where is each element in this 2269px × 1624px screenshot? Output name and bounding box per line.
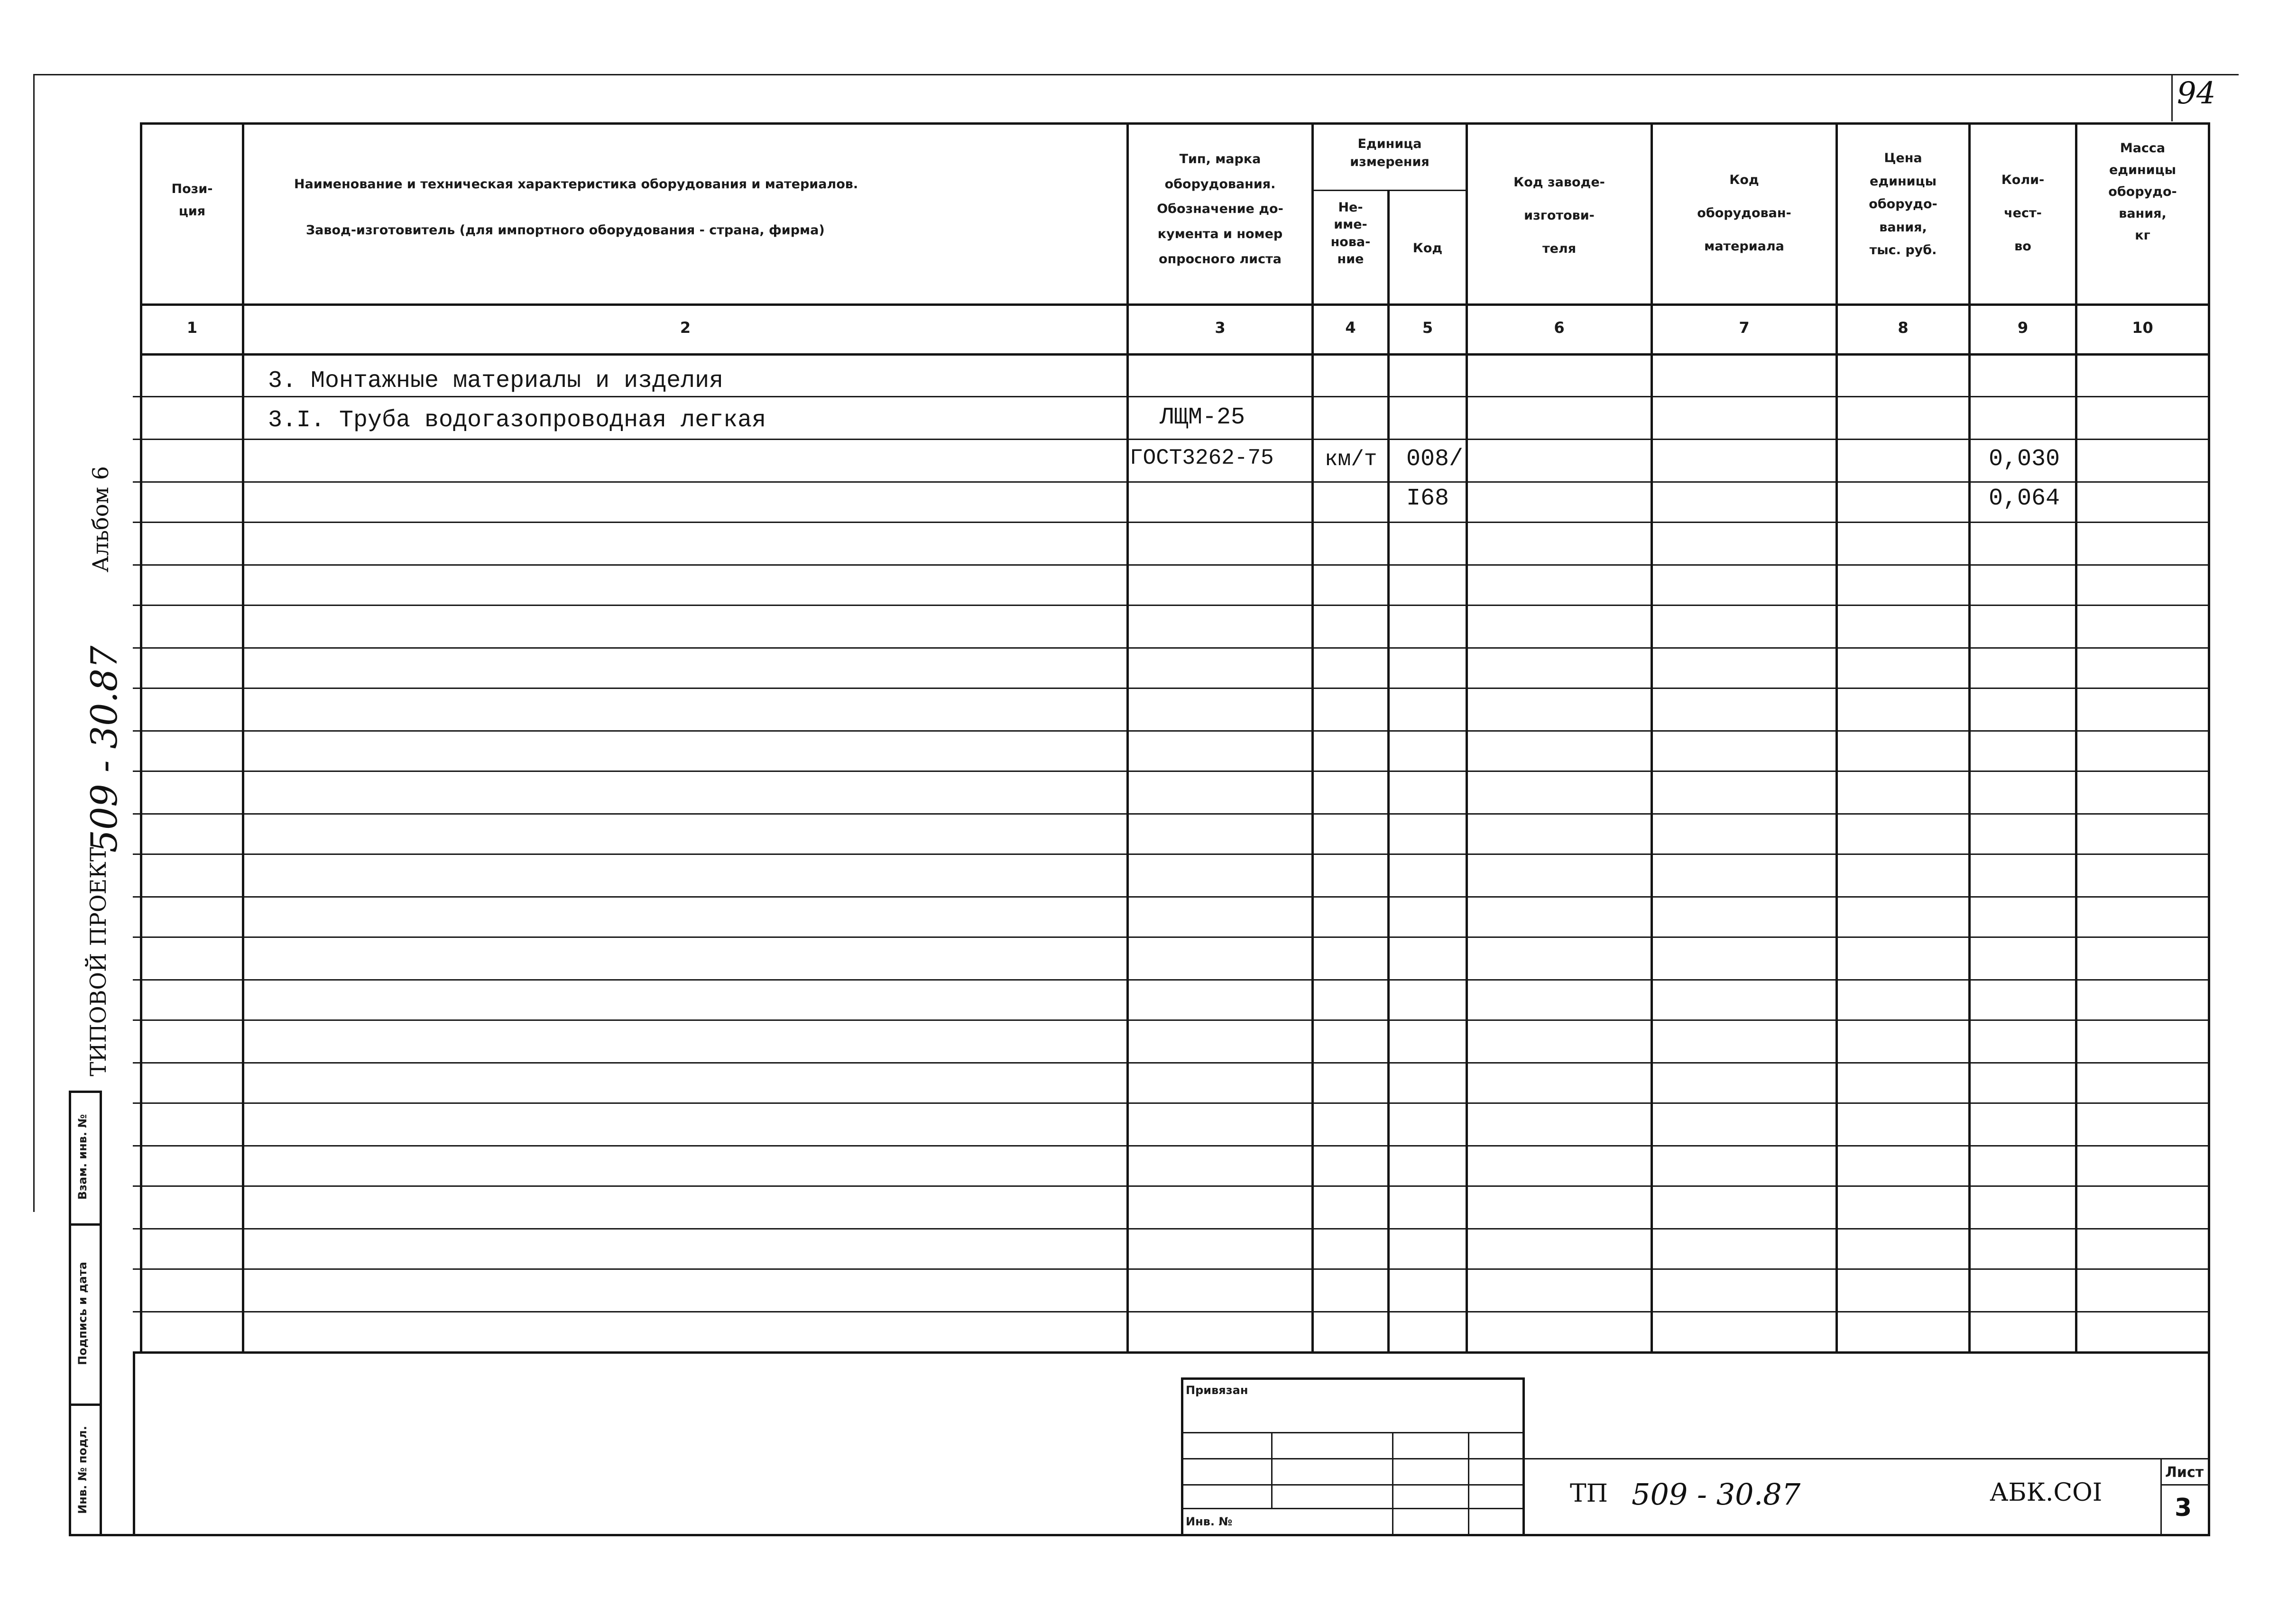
stamp-replace-inv: Взам. инв. № xyxy=(76,1114,89,1200)
project-label: ТИПОВОЙ ПРОЕКТ xyxy=(85,847,111,1076)
header-unit-mass: Масса единицы оборудо- вания, кг xyxy=(2108,141,2177,243)
header-unit-code: Код xyxy=(1412,241,1443,256)
header-quantity: Коли- чест- во xyxy=(2001,173,2045,254)
col-number-2: 2 xyxy=(680,319,691,337)
frame-top-border xyxy=(33,74,2239,75)
frame-right-border xyxy=(2171,74,2173,121)
header-unit-price: Цена единицы оборудо- вания, тыс. руб. xyxy=(1869,151,1937,258)
header-equipment-code: Код оборудован- материала xyxy=(1697,173,1791,254)
project-code: 509 - 30.87 xyxy=(83,645,125,853)
doc-code: АБК.СОI xyxy=(1990,1478,2103,1507)
col-number-3: 3 xyxy=(1215,319,1226,337)
row-2-type: ЛЩМ-25 xyxy=(1160,404,1245,431)
row-2-name: 3.I. Труба водогазопроводная легкая xyxy=(268,407,766,434)
col-number-1: 1 xyxy=(186,319,198,337)
col-number-9: 9 xyxy=(2017,319,2029,337)
header-factory-code: Код заводе- изготови- теля xyxy=(1513,175,1605,257)
header-name-line2: Завод-изготовитель (для импортного оборудования - страна, фирма) xyxy=(306,223,825,238)
col-number-7: 7 xyxy=(1739,319,1750,337)
linked-label: Привязан xyxy=(1186,1384,1248,1397)
col-number-10: 10 xyxy=(2132,319,2153,337)
header-unit-group: Единица измерения xyxy=(1350,137,1430,169)
frame-left-border xyxy=(33,74,35,1212)
col-number-4: 4 xyxy=(1345,319,1356,337)
header-name-line1: Наименование и техническая характеристика оборудования и материалов. xyxy=(294,177,858,192)
row-3-quantity: 0,030 xyxy=(1989,446,2060,473)
tp-label: ТП xyxy=(1570,1479,1608,1508)
col-number-5: 5 xyxy=(1422,319,1433,337)
row-3-unit: км/т xyxy=(1325,447,1377,472)
col-number-8: 8 xyxy=(1898,319,1909,337)
row-4-quantity: 0,064 xyxy=(1989,485,2060,512)
header-position: Пози- ция xyxy=(171,182,213,219)
col-number-6: 6 xyxy=(1554,319,1565,337)
album-label: Альбом 6 xyxy=(88,466,113,573)
header-type: Тип, марка оборудования. Обозначение до- кумента и номер опросного листа xyxy=(1157,152,1283,266)
row-3-type: ГОСТ3262-75 xyxy=(1130,446,1274,470)
row-1-name: 3. Монтажные материалы и изделия xyxy=(268,367,724,395)
inv-number-label: Инв. № xyxy=(1186,1515,1233,1528)
tp-number: 509 - 30.87 xyxy=(1632,1477,1801,1512)
sheet-number: 3 xyxy=(2175,1494,2192,1522)
stamp-signature-date: Подпись и дата xyxy=(76,1262,89,1365)
stamp-original-inv: Инв. № подл. xyxy=(76,1426,89,1514)
row-4-code: I68 xyxy=(1406,485,1449,512)
page-number: 94 xyxy=(2177,76,2216,111)
row-3-code: 008/ xyxy=(1406,446,1464,473)
sheet-label: Лист xyxy=(2165,1464,2204,1481)
header-unit-name: Не- име- нова- ние xyxy=(1330,200,1371,267)
